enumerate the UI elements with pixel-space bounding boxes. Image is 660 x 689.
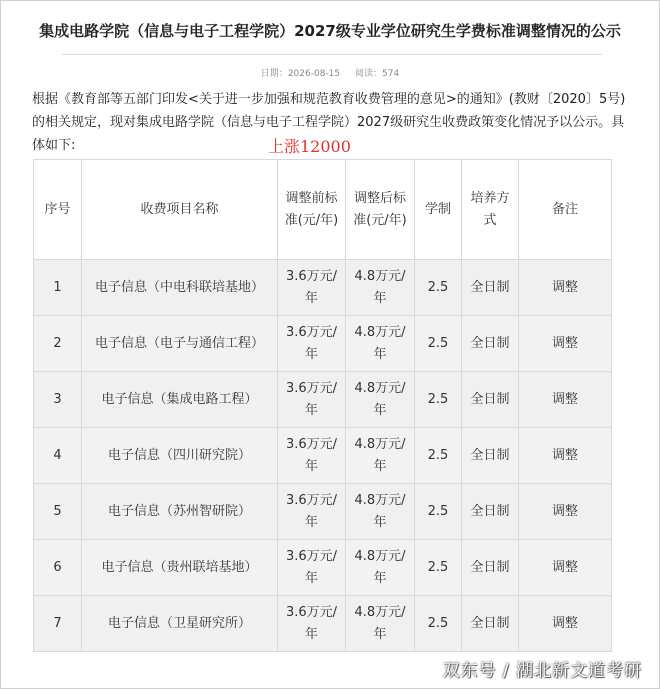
cell-mode: 全日制 <box>462 260 519 316</box>
cell-index: 1 <box>34 260 82 316</box>
cell-before: 3.6万元/年 <box>278 372 346 428</box>
cell-remark: 调整 <box>519 316 612 372</box>
header-index: 序号 <box>34 160 82 260</box>
article-meta <box>0 66 660 79</box>
cell-item: 电子信息（中电科联培基地） <box>82 260 278 316</box>
fee-table <box>33 159 612 652</box>
cell-mode: 全日制 <box>462 484 519 540</box>
cell-duration: 2.5 <box>415 372 462 428</box>
cell-after: 4.8万元/年 <box>346 484 415 540</box>
table-row <box>34 428 612 484</box>
cell-item: 电子信息（苏州智研院） <box>82 484 278 540</box>
cell-item: 电子信息（四川研究院） <box>82 428 278 484</box>
views-value: 574 <box>382 69 400 79</box>
table-row <box>34 596 612 652</box>
page-title: 集成电路学院（信息与电子工程学院）2027级专业学位研究生学费标准调整情况的公示 <box>39 22 621 40</box>
cell-mode: 全日制 <box>462 596 519 652</box>
cell-before: 3.6万元/年 <box>278 484 346 540</box>
table-row <box>34 316 612 372</box>
cell-index: 6 <box>34 540 82 596</box>
cell-remark: 调整 <box>519 596 612 652</box>
header-mode: 培养方式 <box>462 160 519 260</box>
date-label: 日期： <box>260 69 288 79</box>
header-before: 调整前标准(元/年) <box>278 160 346 260</box>
views-label: 阅读： <box>355 69 383 79</box>
date-info <box>261 69 340 79</box>
title-divider <box>62 54 602 55</box>
cell-item: 电子信息（集成电路工程） <box>82 372 278 428</box>
cell-index: 7 <box>34 596 82 652</box>
header-after: 调整后标准(元/年) <box>346 160 415 260</box>
cell-item: 电子信息（卫星研究所） <box>82 596 278 652</box>
cell-duration: 2.5 <box>415 484 462 540</box>
cell-mode: 全日制 <box>462 316 519 372</box>
cell-remark: 调整 <box>519 484 612 540</box>
cell-index: 5 <box>34 484 82 540</box>
cell-mode: 全日制 <box>462 372 519 428</box>
cell-after: 4.8万元/年 <box>346 428 415 484</box>
cell-duration: 2.5 <box>415 540 462 596</box>
cell-after: 4.8万元/年 <box>346 372 415 428</box>
cell-duration: 2.5 <box>415 316 462 372</box>
cell-duration: 2.5 <box>415 260 462 316</box>
table-row <box>34 372 612 428</box>
cell-mode: 全日制 <box>462 428 519 484</box>
cell-remark: 调整 <box>519 540 612 596</box>
price-increase-annotation: 上涨12000 <box>268 137 351 156</box>
cell-index: 3 <box>34 372 82 428</box>
watermark: 双东号 / 湖北新文道考研 <box>442 661 642 681</box>
cell-before: 3.6万元/年 <box>278 596 346 652</box>
table-row <box>34 260 612 316</box>
table-header-row <box>34 160 612 260</box>
table-row <box>34 540 612 596</box>
cell-after: 4.8万元/年 <box>346 540 415 596</box>
cell-after: 4.8万元/年 <box>346 316 415 372</box>
cell-index: 2 <box>34 316 82 372</box>
cell-before: 3.6万元/年 <box>278 260 346 316</box>
cell-item: 电子信息（电子与通信工程） <box>82 316 278 372</box>
header-duration: 学制 <box>415 160 462 260</box>
cell-before: 3.6万元/年 <box>278 428 346 484</box>
date-value: 2026-08-15 <box>287 69 341 79</box>
cell-duration: 2.5 <box>415 428 462 484</box>
header-remark: 备注 <box>519 160 612 260</box>
intro-paragraph: 根据《教育部等五部门印发<关于进一步加强和规范教育收费管理的意见>的通知》(教财〔2020〕5号)的相关规定，现对集成电路学院（信息与电子工程学院）2027级研究生收费政策变化情况予以公示。具体如下: <box>32 92 626 153</box>
cell-index: 4 <box>34 428 82 484</box>
cell-remark: 调整 <box>519 260 612 316</box>
cell-after: 4.8万元/年 <box>346 260 415 316</box>
cell-remark: 调整 <box>519 372 612 428</box>
cell-remark: 调整 <box>519 428 612 484</box>
cell-duration: 2.5 <box>415 596 462 652</box>
header-item: 收费项目名称 <box>82 160 278 260</box>
cell-after: 4.8万元/年 <box>346 596 415 652</box>
table-row <box>34 484 612 540</box>
cell-before: 3.6万元/年 <box>278 540 346 596</box>
cell-item: 电子信息（贵州联培基地） <box>82 540 278 596</box>
cell-mode: 全日制 <box>462 540 519 596</box>
cell-before: 3.6万元/年 <box>278 316 346 372</box>
views-info <box>355 69 399 79</box>
